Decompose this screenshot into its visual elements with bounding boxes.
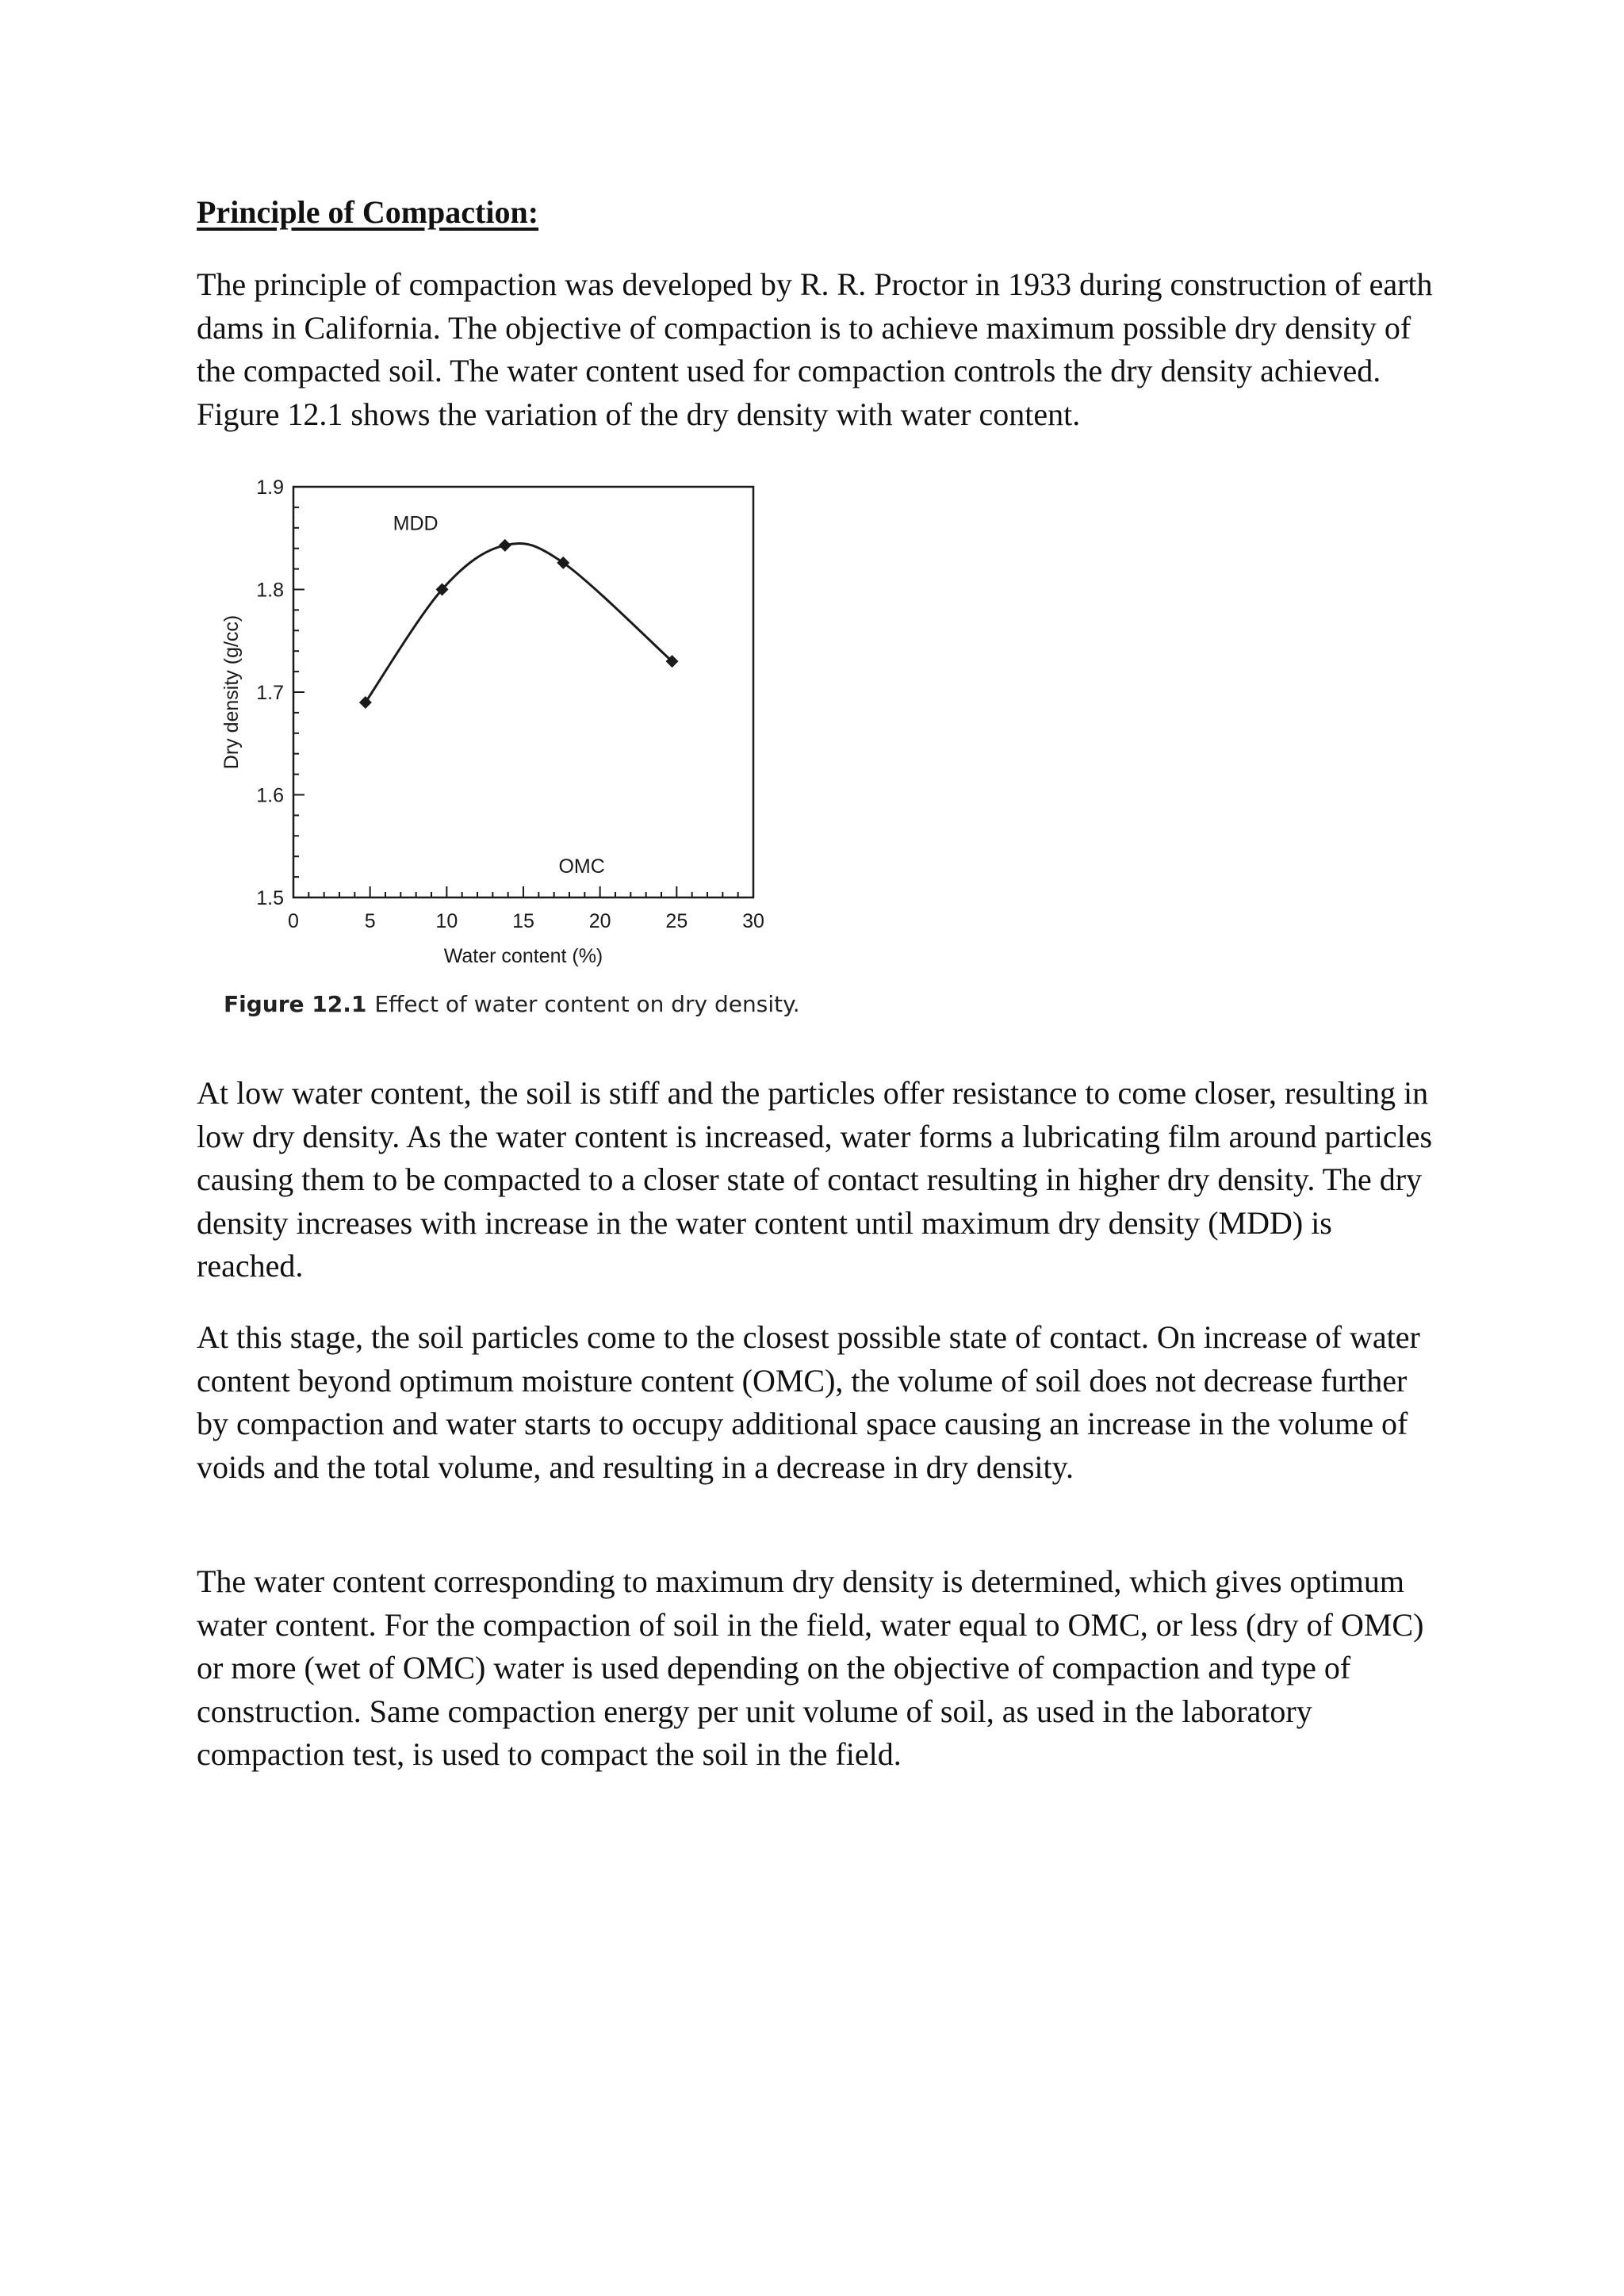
x-axis-label: Water content (%)	[443, 945, 603, 967]
x-tick-label: 30	[742, 910, 764, 932]
data-point-marker	[359, 696, 372, 709]
annotation-omc: OMC	[558, 855, 605, 878]
compaction-chart	[206, 473, 809, 980]
y-tick-label: 1.5	[256, 887, 284, 909]
annotation-mdd: MDD	[393, 512, 439, 535]
x-tick-label: 5	[364, 910, 376, 932]
y-tick-label: 1.9	[256, 476, 284, 499]
paragraph-low-water: At low water content, the soil is stiff and the particles offer resistance to come closer, resulting in low dry density. As the water content is increased, water forms a lubricating film around particles causing them to be compacted to a closer state of contact resulting in higher dry density. The dry density increases with increase in the water content until maximum dry density (MDD) is reached.	[197, 1075, 1433, 1284]
y-axis-label: Dry density (g/cc)	[220, 614, 243, 770]
y-tick-label: 1.8	[256, 579, 284, 602]
y-tick-label: 1.6	[256, 784, 284, 807]
x-tick-label: 15	[512, 910, 534, 932]
paragraph-beyond-omc: At this stage, the soil particles come to the closest possible state of contact. On increase of water content beyond optimum moisture content (OMC), the volume of soil does not decrease further by compaction and water starts to occupy additional space causing an increase in the volume of voids and the total volume, and resulting in a decrease in dry density.	[197, 1319, 1420, 1485]
section-heading: Principle of Compaction:	[197, 194, 539, 230]
data-point-marker	[499, 539, 511, 552]
x-tick-label: 10	[435, 910, 458, 932]
figure-caption	[224, 991, 800, 1017]
caption-number: Figure 12.1	[224, 991, 367, 1017]
plot-frame	[293, 487, 753, 897]
compaction-curve-line	[366, 543, 672, 702]
paragraph-intro: The principle of compaction was developed by R. R. Proctor in 1933 during construction of earth dams in California. The objective of compaction is to achieve maximum possible dry density of the compacted soil. The water content used for compaction controls the dry density achieved. Figure 12.1 shows the variation of the dry density with water content.	[197, 266, 1433, 432]
paragraph-field-compaction: The water content corresponding to maximum dry density is determined, which gives optimum water content. For the compaction of soil in the field, water equal to OMC, or less (dry of OMC) or more (wet of OMC) water is used depending on the objective of compaction and type of construction. Same compaction energy per unit volume of soil, as used in the laboratory compaction test, is used to compact the soil in the field.	[197, 1563, 1424, 1772]
x-tick-label: 20	[588, 910, 611, 932]
caption-text: Effect of water content on dry density.	[374, 991, 800, 1017]
figure-12-1	[206, 473, 809, 1027]
y-tick-label: 1.7	[256, 682, 284, 704]
x-tick-label: 25	[665, 910, 688, 932]
x-tick-label: 0	[288, 910, 299, 932]
